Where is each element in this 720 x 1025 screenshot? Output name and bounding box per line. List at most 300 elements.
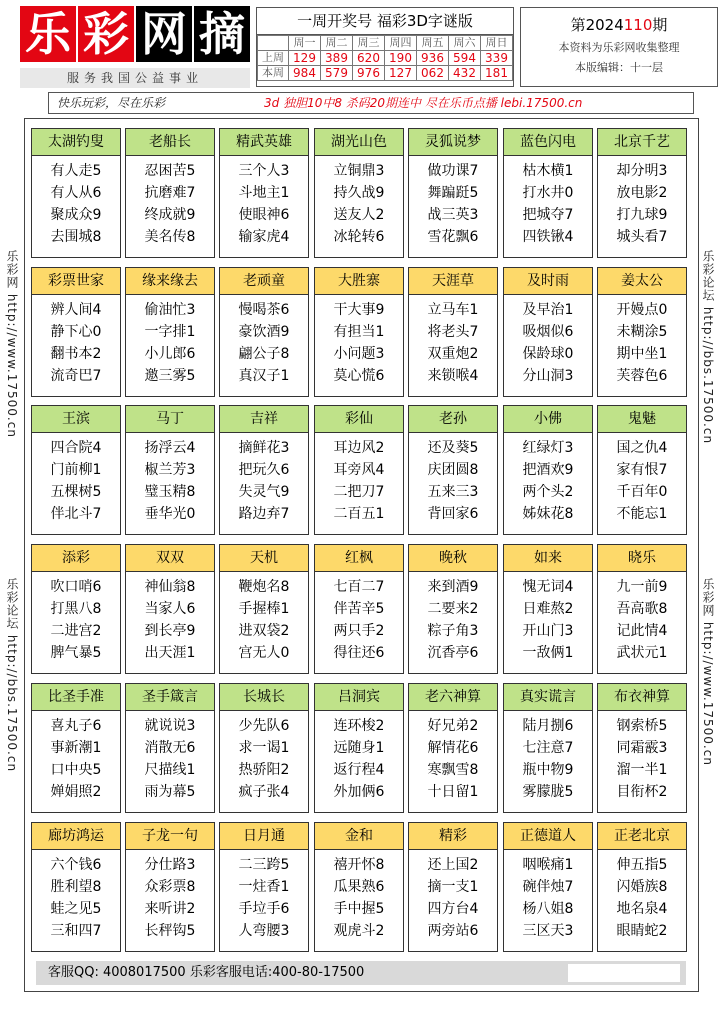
footer-bar — [36, 961, 686, 985]
puzzle-card-lines — [504, 156, 592, 248]
puzzle-line: 出天涯1 — [144, 645, 196, 661]
logo-char: 网 — [136, 6, 192, 62]
puzzle-line: 九一前9 — [616, 579, 668, 595]
puzzle-line: 庆团圆8 — [427, 462, 479, 478]
puzzle-card-title: 日月通 — [220, 823, 308, 850]
puzzle-line: 同霜霰3 — [616, 740, 668, 756]
puzzle-line: 开山门3 — [522, 623, 574, 639]
puzzle-line: 一炷香1 — [238, 879, 290, 895]
puzzle-line: 摘鲜花3 — [238, 440, 290, 456]
puzzle-card — [219, 544, 309, 674]
puzzle-line: 失灵气9 — [238, 484, 290, 500]
puzzle-card-lines — [315, 572, 403, 664]
ticker-right: 3d 独胆10中8 杀码20期连中 尽在乐币点播 lebi.17500.cn — [264, 96, 583, 110]
puzzle-card-title: 正德道人 — [504, 823, 592, 850]
puzzle-line: 两个头2 — [522, 484, 574, 500]
puzzle-line: 二进宫2 — [50, 623, 102, 639]
puzzle-card-lines — [315, 156, 403, 248]
puzzle-line: 舞蹁跹5 — [427, 185, 479, 201]
puzzle-line: 连环梭2 — [333, 718, 385, 734]
puzzle-card-title: 圣手箴言 — [126, 684, 214, 711]
puzzle-line: 神仙翁8 — [144, 579, 196, 595]
puzzle-card-title: 精彩 — [409, 823, 497, 850]
puzzle-card — [408, 822, 498, 952]
puzzle-line: 尺描线1 — [144, 762, 196, 778]
puzzle-line: 扬浮云4 — [144, 440, 196, 456]
puzzle-card-title: 吉祥 — [220, 406, 308, 433]
puzzle-line: 未糊涂5 — [616, 324, 668, 340]
puzzle-card-lines — [315, 295, 403, 387]
puzzle-line: 门前柳1 — [50, 462, 102, 478]
puzzle-line: 粽子角3 — [427, 623, 479, 639]
puzzle-card-lines — [409, 433, 497, 525]
puzzle-line: 偷油忙3 — [144, 302, 196, 318]
puzzle-line: 将老头7 — [427, 324, 479, 340]
puzzle-line: 二把刀7 — [333, 484, 385, 500]
puzzle-card-title: 如来 — [504, 545, 592, 572]
issue-source: 本资料为乐彩网收集整理 — [558, 41, 680, 54]
puzzle-card — [408, 267, 498, 397]
puzzle-card-title: 添彩 — [32, 545, 120, 572]
puzzle-line: 沉香亭6 — [427, 645, 479, 661]
puzzle-card-lines — [409, 572, 497, 664]
side-text-right-bottom: 乐彩网 http://www.17500.cn — [701, 578, 715, 766]
puzzle-card-title: 精武英雄 — [220, 129, 308, 156]
puzzle-card-lines — [409, 711, 497, 803]
puzzle-line: 溜一半1 — [616, 762, 668, 778]
puzzle-line: 姊妹花8 — [522, 506, 574, 522]
puzzle-line: 返行程4 — [333, 762, 385, 778]
puzzle-line: 事新潮1 — [50, 740, 102, 756]
puzzle-line: 垂华光0 — [144, 506, 196, 522]
puzzle-card-lines — [409, 295, 497, 387]
puzzle-line: 小问题3 — [333, 346, 385, 362]
puzzle-line: 人弯腰3 — [238, 923, 290, 939]
puzzle-line: 伴北斗7 — [50, 506, 102, 522]
puzzle-line: 七注意7 — [522, 740, 574, 756]
puzzle-card — [597, 405, 687, 535]
puzzle-line: 立铜鼎3 — [333, 163, 385, 179]
draw-title: 一周开奖号 福彩3D字谜版 — [257, 8, 513, 35]
draw-number: 127 — [385, 66, 417, 81]
puzzle-line: 四铁锹4 — [522, 229, 574, 245]
puzzle-card-title: 老船长 — [126, 129, 214, 156]
puzzle-line: 期中坐1 — [616, 346, 668, 362]
draw-number: 190 — [385, 51, 417, 66]
puzzle-line: 愧无词4 — [522, 579, 574, 595]
draw-table — [257, 35, 513, 81]
puzzle-line: 国之仇4 — [616, 440, 668, 456]
puzzle-line: 打水井0 — [522, 185, 574, 201]
puzzle-line: 闪婚族8 — [616, 879, 668, 895]
puzzle-line: 有人从6 — [50, 185, 102, 201]
puzzle-line: 去围城8 — [50, 229, 102, 245]
puzzle-card-lines — [409, 156, 497, 248]
puzzle-card-lines — [504, 295, 592, 387]
puzzle-line: 婵娟照2 — [50, 784, 102, 800]
puzzle-line: 开嫚点0 — [616, 302, 668, 318]
puzzle-card-lines — [126, 156, 214, 248]
puzzle-card-title: 真实谎言 — [504, 684, 592, 711]
puzzle-card — [314, 822, 404, 952]
puzzle-line: 有人走5 — [50, 163, 102, 179]
puzzle-card — [503, 683, 593, 813]
draw-number: 936 — [417, 51, 449, 66]
puzzle-line: 三个人3 — [238, 163, 290, 179]
puzzle-card-title: 晚秋 — [409, 545, 497, 572]
puzzle-line: 把酒欢9 — [522, 462, 574, 478]
draw-header: 周日 — [481, 36, 513, 51]
draw-number: 181 — [481, 66, 513, 81]
puzzle-line: 四方台4 — [427, 901, 479, 917]
draw-number: 620 — [353, 51, 385, 66]
puzzle-card — [314, 544, 404, 674]
puzzle-card-title: 廊坊鸿运 — [32, 823, 120, 850]
puzzle-line: 翩公子8 — [238, 346, 290, 362]
side-text-left-top: 乐彩网 http://www.17500.cn — [5, 250, 19, 438]
puzzle-card — [597, 683, 687, 813]
puzzle-line: 雾朦胧5 — [522, 784, 574, 800]
puzzle-line: 来锁喉4 — [427, 368, 479, 384]
puzzle-line: 胜利望8 — [50, 879, 102, 895]
puzzle-line: 喜丸子6 — [50, 718, 102, 734]
draw-number: 129 — [289, 51, 321, 66]
puzzle-card — [31, 822, 121, 952]
draw-header: 周一 — [289, 36, 321, 51]
puzzle-line: 千百年0 — [616, 484, 668, 500]
puzzle-line: 斗地主1 — [238, 185, 290, 201]
puzzle-line: 输家虎4 — [238, 229, 290, 245]
puzzle-line: 打黑八8 — [50, 601, 102, 617]
puzzle-card-lines — [32, 711, 120, 803]
puzzle-line: 求一谒1 — [238, 740, 290, 756]
puzzle-line: 瓶中物9 — [522, 762, 574, 778]
draw-row-label: 本周 — [258, 66, 289, 81]
puzzle-line: 手握棒1 — [238, 601, 290, 617]
puzzle-line: 小儿郎6 — [144, 346, 196, 362]
puzzle-line: 真汉子1 — [238, 368, 290, 384]
puzzle-line: 十日留1 — [427, 784, 479, 800]
puzzle-card-title: 老顽童 — [220, 268, 308, 295]
puzzle-card-lines — [32, 433, 120, 525]
puzzle-line: 二百五1 — [333, 506, 385, 522]
puzzle-card-title: 彩票世家 — [32, 268, 120, 295]
puzzle-card-lines — [32, 295, 120, 387]
puzzle-line: 璧玉精8 — [144, 484, 196, 500]
puzzle-line: 两只手2 — [333, 623, 385, 639]
puzzle-card-lines — [220, 295, 308, 387]
puzzle-line: 两旁站6 — [427, 923, 479, 939]
puzzle-card-title: 姜太公 — [598, 268, 686, 295]
puzzle-card-title: 大胜寨 — [315, 268, 403, 295]
puzzle-line: 城头看7 — [616, 229, 668, 245]
puzzle-line: 疯子张4 — [238, 784, 290, 800]
puzzle-line: 路边弃7 — [238, 506, 290, 522]
puzzle-line: 耳边风2 — [333, 440, 385, 456]
puzzle-card-title: 老六神算 — [409, 684, 497, 711]
draw-results-box — [256, 7, 514, 87]
puzzle-line: 辨人间4 — [50, 302, 102, 318]
draw-number: 976 — [353, 66, 385, 81]
puzzle-card-title: 吕洞宾 — [315, 684, 403, 711]
puzzle-line: 宫无人0 — [238, 645, 290, 661]
puzzle-line: 到长亭9 — [144, 623, 196, 639]
puzzle-card-lines — [598, 850, 686, 942]
puzzle-line: 咽喉痛1 — [522, 857, 574, 873]
puzzle-card-lines — [598, 711, 686, 803]
puzzle-card — [31, 267, 121, 397]
puzzle-card — [31, 683, 121, 813]
puzzle-card-lines — [220, 572, 308, 664]
puzzle-line: 来听讲2 — [144, 901, 196, 917]
puzzle-card-title: 长城长 — [220, 684, 308, 711]
puzzle-line: 地名泉4 — [616, 901, 668, 917]
puzzle-line: 抗磨难7 — [144, 185, 196, 201]
puzzle-line: 瓜果熟6 — [333, 879, 385, 895]
puzzle-card — [503, 267, 593, 397]
puzzle-line: 观虎斗2 — [333, 923, 385, 939]
puzzle-line: 椒兰芳3 — [144, 462, 196, 478]
puzzle-card-lines — [315, 433, 403, 525]
puzzle-card-lines — [126, 850, 214, 942]
puzzle-line: 解情花6 — [427, 740, 479, 756]
puzzle-line: 二三跨5 — [238, 857, 290, 873]
draw-header: 周六 — [449, 36, 481, 51]
puzzle-card — [125, 405, 215, 535]
puzzle-line: 却分明3 — [616, 163, 668, 179]
side-text-left-bottom: 乐彩论坛 http://bbs.17500.cn — [5, 578, 19, 773]
puzzle-card — [125, 683, 215, 813]
puzzle-line: 把城夺7 — [522, 207, 574, 223]
puzzle-line: 六个钱6 — [50, 857, 102, 873]
puzzle-line: 还及葵5 — [427, 440, 479, 456]
ticker-left: 快乐玩彩，尽在乐彩 — [57, 96, 166, 110]
footer-contact: 客服QQ: 4008017500 乐彩客服电话:400-80-17500 — [48, 965, 365, 980]
puzzle-card — [314, 405, 404, 535]
puzzle-card — [31, 128, 121, 258]
issue-box — [520, 7, 718, 87]
puzzle-line: 三和四7 — [50, 923, 102, 939]
puzzle-card — [503, 405, 593, 535]
puzzle-line: 邀三雾5 — [144, 368, 196, 384]
puzzle-line: 三区天3 — [522, 923, 574, 939]
puzzle-card-title: 小佛 — [504, 406, 592, 433]
puzzle-line: 吾高歌8 — [616, 601, 668, 617]
footer-blank-box — [568, 964, 680, 982]
logo-char: 乐 — [20, 6, 76, 62]
issue-editor: 本版编辑：十一层 — [575, 61, 663, 74]
puzzle-card — [597, 128, 687, 258]
puzzle-line: 记此情4 — [616, 623, 668, 639]
puzzle-line: 战三英3 — [427, 207, 479, 223]
puzzle-card-title: 湖光山色 — [315, 129, 403, 156]
puzzle-card-lines — [126, 433, 214, 525]
puzzle-line: 家有恨7 — [616, 462, 668, 478]
puzzle-line: 好兄弟2 — [427, 718, 479, 734]
logo-char: 彩 — [78, 6, 134, 62]
draw-number: 062 — [417, 66, 449, 81]
puzzle-card-title: 马丁 — [126, 406, 214, 433]
puzzle-line: 立马车1 — [427, 302, 479, 318]
puzzle-line: 持久战9 — [333, 185, 385, 201]
puzzle-card-title: 比圣手准 — [32, 684, 120, 711]
puzzle-line: 碗伴烛7 — [522, 879, 574, 895]
draw-number: 594 — [449, 51, 481, 66]
puzzle-line: 吸烟似6 — [522, 324, 574, 340]
puzzle-card — [503, 822, 593, 952]
puzzle-line: 翻书本2 — [50, 346, 102, 362]
puzzle-line: 禧开怀8 — [333, 857, 385, 873]
draw-header: 周三 — [353, 36, 385, 51]
puzzle-line: 五来三3 — [427, 484, 479, 500]
puzzle-card-title: 天机 — [220, 545, 308, 572]
puzzle-line: 吹口哨6 — [50, 579, 102, 595]
puzzle-line: 四合院4 — [50, 440, 102, 456]
puzzle-line: 手中握5 — [333, 901, 385, 917]
puzzle-line: 手垃手6 — [238, 901, 290, 917]
puzzle-line: 当家人6 — [144, 601, 196, 617]
puzzle-card — [125, 128, 215, 258]
puzzle-line: 静下心0 — [50, 324, 102, 340]
puzzle-line: 眼睛蛇2 — [616, 923, 668, 939]
puzzle-line: 背回家6 — [427, 506, 479, 522]
puzzle-line: 终成就9 — [144, 207, 196, 223]
puzzle-line: 美名传8 — [144, 229, 196, 245]
puzzle-card-title: 老孙 — [409, 406, 497, 433]
issue-suffix: 期 — [652, 16, 668, 34]
puzzle-card-lines — [598, 433, 686, 525]
puzzle-line: 聚成众9 — [50, 207, 102, 223]
puzzle-line: 有担当1 — [333, 324, 385, 340]
puzzle-line: 不能忘1 — [616, 506, 668, 522]
puzzle-card — [31, 544, 121, 674]
puzzle-line: 一敌俩1 — [522, 645, 574, 661]
puzzle-card-title: 王滨 — [32, 406, 120, 433]
puzzle-card-lines — [32, 156, 120, 248]
puzzle-card-title: 缘来缘去 — [126, 268, 214, 295]
puzzle-card-lines — [315, 850, 403, 942]
draw-header: 周五 — [417, 36, 449, 51]
puzzle-line: 蛙之见5 — [50, 901, 102, 917]
puzzle-card — [314, 128, 404, 258]
puzzle-line: 冰轮转6 — [333, 229, 385, 245]
puzzle-line: 做功课7 — [427, 163, 479, 179]
puzzle-card — [31, 405, 121, 535]
puzzle-line: 日难熬2 — [522, 601, 574, 617]
draw-number: 389 — [321, 51, 353, 66]
puzzle-line: 送友人2 — [333, 207, 385, 223]
puzzle-line: 耳旁风4 — [333, 462, 385, 478]
puzzle-card — [219, 405, 309, 535]
puzzle-card — [314, 683, 404, 813]
puzzle-line: 少先队6 — [238, 718, 290, 734]
puzzle-line: 芙蓉色6 — [616, 368, 668, 384]
puzzle-card-title: 及时雨 — [504, 268, 592, 295]
puzzle-card — [125, 544, 215, 674]
puzzle-card-title: 布衣神算 — [598, 684, 686, 711]
puzzle-card-lines — [220, 850, 308, 942]
puzzle-card-lines — [409, 850, 497, 942]
puzzle-line: 枯木横1 — [522, 163, 574, 179]
logo — [20, 6, 252, 66]
puzzle-card — [219, 267, 309, 397]
puzzle-line: 二要来2 — [427, 601, 479, 617]
puzzle-card — [125, 822, 215, 952]
puzzle-line: 脾气暴5 — [50, 645, 102, 661]
ticker-bar — [48, 92, 694, 114]
puzzle-line: 就说说3 — [144, 718, 196, 734]
puzzle-line: 把玩久6 — [238, 462, 290, 478]
puzzle-card-lines — [504, 572, 592, 664]
puzzle-line: 保龄球0 — [522, 346, 574, 362]
puzzle-card — [597, 544, 687, 674]
draw-header: 周二 — [321, 36, 353, 51]
draw-row-label: 上周 — [258, 51, 289, 66]
puzzle-line: 鞭炮名8 — [238, 579, 290, 595]
puzzle-card — [503, 128, 593, 258]
puzzle-line: 钢索桥5 — [616, 718, 668, 734]
puzzle-card-lines — [126, 295, 214, 387]
puzzle-card-lines — [32, 850, 120, 942]
puzzle-line: 消散无6 — [144, 740, 196, 756]
puzzle-line: 长秤钩5 — [144, 923, 196, 939]
puzzle-line: 放电影2 — [616, 185, 668, 201]
puzzle-line: 五棵树5 — [50, 484, 102, 500]
puzzle-card — [408, 405, 498, 535]
puzzle-line: 及早治1 — [522, 302, 574, 318]
puzzle-line: 伴苦辛5 — [333, 601, 385, 617]
draw-number: 984 — [289, 66, 321, 81]
puzzle-line: 使眼神6 — [238, 207, 290, 223]
puzzle-line: 陆月捌6 — [522, 718, 574, 734]
puzzle-line: 雪花飘6 — [427, 229, 479, 245]
puzzle-card — [125, 267, 215, 397]
puzzle-card-lines — [315, 711, 403, 803]
puzzle-card — [314, 267, 404, 397]
puzzle-card-lines — [598, 572, 686, 664]
puzzle-card — [408, 544, 498, 674]
puzzle-line: 分山洞3 — [522, 368, 574, 384]
puzzle-card-lines — [504, 433, 592, 525]
puzzle-line: 打九球9 — [616, 207, 668, 223]
puzzle-line: 来到酒9 — [427, 579, 479, 595]
puzzle-card-lines — [598, 156, 686, 248]
puzzle-card-lines — [220, 433, 308, 525]
puzzle-line: 进双袋2 — [238, 623, 290, 639]
puzzle-card-lines — [32, 572, 120, 664]
puzzle-card — [408, 683, 498, 813]
puzzle-line: 得往还6 — [333, 645, 385, 661]
puzzle-card-lines — [504, 850, 592, 942]
puzzle-line: 摘一支1 — [427, 879, 479, 895]
puzzle-line: 莫心慌6 — [333, 368, 385, 384]
puzzle-line: 干大事9 — [333, 302, 385, 318]
puzzle-card-lines — [126, 572, 214, 664]
puzzle-line: 杨八姐8 — [522, 901, 574, 917]
draw-number: 339 — [481, 51, 513, 66]
puzzle-card — [408, 128, 498, 258]
puzzle-card — [219, 683, 309, 813]
puzzle-line: 一字排1 — [144, 324, 196, 340]
puzzle-line: 忍困苦5 — [144, 163, 196, 179]
puzzle-line: 七百二7 — [333, 579, 385, 595]
puzzle-line: 外加俩6 — [333, 784, 385, 800]
puzzle-card-title: 天涯草 — [409, 268, 497, 295]
puzzle-line: 双重炮2 — [427, 346, 479, 362]
issue-number — [521, 14, 717, 35]
puzzle-card-title: 晓乐 — [598, 545, 686, 572]
puzzle-card — [597, 822, 687, 952]
